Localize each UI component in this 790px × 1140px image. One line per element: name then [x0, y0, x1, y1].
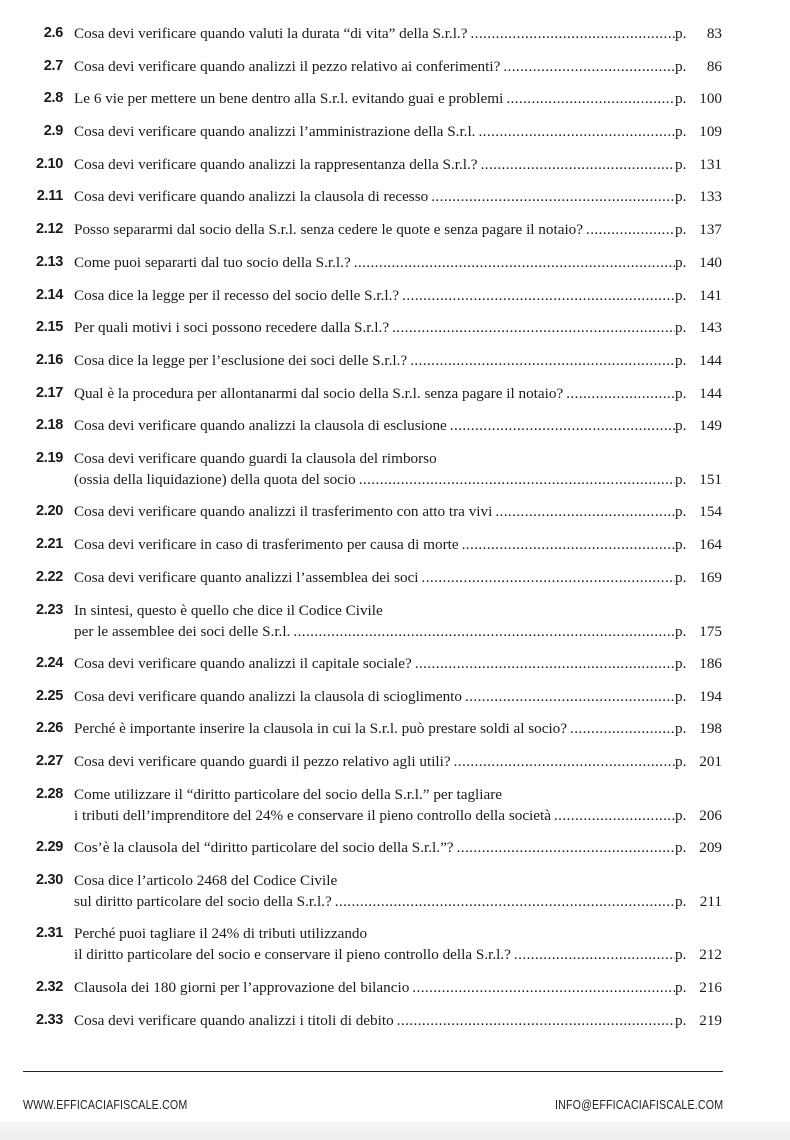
- toc-leader-dots: [462, 534, 675, 555]
- toc-entry-number: 2.16: [35, 351, 63, 368]
- toc-entry-line: [74, 219, 722, 240]
- toc-leader-dots: [586, 219, 675, 240]
- toc-entry-line: [74, 383, 722, 404]
- toc-page-number: 169: [699, 568, 722, 586]
- toc-page-prefix: p.: [675, 90, 687, 108]
- toc-page-prefix: p.: [675, 57, 687, 75]
- toc-entry: [0, 383, 790, 404]
- toc-page-prefix: p.: [675, 384, 687, 402]
- toc-entry: [0, 56, 790, 77]
- toc-entry: [0, 718, 790, 739]
- toc-entry-line: [74, 56, 722, 77]
- toc-leader-dots: [454, 751, 675, 772]
- toc-page-prefix: p.: [675, 622, 687, 640]
- toc-entry-title: Cosa devi verificare in caso di trasferimento per causa di morte: [74, 536, 459, 554]
- toc-entry-number: 2.31: [35, 925, 63, 942]
- toc-page-number: 133: [699, 188, 722, 206]
- footer-email: INFO@EFFICACIAFISCALE.COM: [554, 1097, 723, 1112]
- toc-entry: [0, 154, 790, 175]
- toc-entry-number: 2.27: [35, 753, 63, 770]
- toc-entry-title: Perché puoi tagliare il 24% di tributi utilizzando: [74, 925, 368, 943]
- toc-page-number: 219: [699, 1011, 722, 1029]
- toc-leader-dots: [470, 23, 675, 44]
- toc-entry-number: 2.14: [35, 286, 63, 303]
- toc-page-number: 186: [699, 655, 722, 672]
- toc-page-number: 164: [699, 536, 722, 554]
- toc-leader-dots: [359, 469, 675, 490]
- toc-entry: [0, 923, 790, 965]
- toc-page-number: 100: [699, 90, 722, 108]
- toc-entry-title: Cosa devi verificare quando analizzi il trasferimento con atto tra vivi: [74, 503, 493, 521]
- toc-page-prefix: p.: [675, 155, 687, 173]
- toc-page-number: 154: [699, 503, 722, 521]
- toc-leader-dots: [495, 501, 675, 522]
- toc-entry-title: Cosa devi verificare quando analizzi il pezzo relativo ai conferimenti?: [74, 57, 501, 75]
- toc-page-number: 198: [699, 720, 722, 738]
- toc-leader-dots: [450, 415, 675, 436]
- toc-entry-title: Come utilizzare il “diritto particolare del socio della S.r.l.” per tagliare: [74, 785, 503, 803]
- toc-entry-number: 2.33: [35, 1011, 63, 1028]
- toc-entry-line: [74, 784, 722, 805]
- toc-page-number: 211: [699, 892, 722, 910]
- page-bottom-shade: [0, 1122, 790, 1140]
- toc-entry-title: i tributi dell’imprenditore del 24% e conservare il pieno controllo della società: [74, 806, 551, 824]
- toc-entry: [0, 1010, 790, 1031]
- toc-entry: [0, 415, 790, 436]
- toc-entry-line: [74, 415, 722, 436]
- toc-page-prefix: p.: [675, 892, 687, 910]
- toc-entry-number: 2.7: [43, 57, 63, 74]
- toc-page-number: 175: [699, 622, 722, 640]
- toc-page-number: 201: [699, 753, 722, 771]
- toc-entry: [0, 23, 790, 44]
- toc-entry-number: 2.15: [35, 319, 63, 336]
- toc-leader-dots: [566, 383, 675, 404]
- toc-leader-dots: [335, 891, 675, 912]
- toc-entry: [0, 534, 790, 555]
- toc-entry-line: [74, 252, 722, 273]
- toc-page-number: 143: [699, 319, 722, 337]
- toc-entry-title: il diritto particolare del socio e conservare il pieno controllo della S.r.l.?: [74, 946, 511, 964]
- toc-page-number: 131: [699, 155, 722, 173]
- toc-entry-title: Cosa devi verificare quando analizzi la clausola di esclusione: [74, 417, 447, 435]
- toc-leader-dots: [431, 186, 675, 207]
- toc-entry-line: [74, 870, 722, 891]
- toc-entry-line: [74, 88, 722, 109]
- toc-page-number: 86: [706, 57, 722, 75]
- toc-entry: [0, 121, 790, 142]
- toc-leader-dots: [412, 977, 675, 998]
- toc-page-prefix: p.: [675, 1011, 687, 1029]
- toc-entry: [0, 219, 790, 240]
- toc-entry: [0, 186, 790, 207]
- toc-leader-dots: [410, 350, 675, 371]
- toc-entry-number: 2.23: [35, 601, 63, 618]
- toc-page-prefix: p.: [675, 978, 687, 996]
- toc-page-prefix: p.: [675, 319, 687, 337]
- toc-entry-number: 2.9: [43, 123, 63, 140]
- toc-leader-dots: [481, 154, 675, 175]
- toc-entry-title: Cosa devi verificare quanto analizzi l’assemblea dei soci: [74, 568, 419, 586]
- toc-entry: [0, 686, 790, 707]
- toc-leader-dots: [554, 805, 675, 826]
- toc-entry: [0, 653, 790, 674]
- toc-entry-number: 2.26: [35, 720, 63, 737]
- toc-entry-line: [74, 837, 722, 858]
- toc-entry-line: [74, 448, 722, 469]
- toc-entry: [0, 501, 790, 522]
- toc-page-prefix: p.: [675, 351, 687, 369]
- toc-page-number: 216: [699, 978, 722, 996]
- table-of-contents: [0, 23, 790, 1042]
- toc-page-number: 194: [699, 687, 722, 705]
- toc-entry-line: [74, 891, 722, 912]
- toc-leader-dots: [514, 944, 675, 965]
- toc-page-prefix: p.: [675, 720, 687, 738]
- toc-entry-number: 2.21: [35, 536, 63, 553]
- toc-page-prefix: p.: [675, 839, 687, 857]
- toc-page-prefix: p.: [675, 417, 687, 435]
- toc-entry-line: [74, 977, 722, 998]
- toc-entry-number: 2.19: [35, 449, 63, 466]
- toc-entry-line: [74, 285, 722, 306]
- toc-page-prefix: p.: [675, 687, 687, 705]
- toc-page-number: 137: [699, 221, 722, 239]
- toc-entry: [0, 252, 790, 273]
- toc-entry-line: [74, 686, 722, 707]
- toc-page-number: 144: [699, 351, 722, 369]
- toc-entry-line: [74, 350, 722, 371]
- toc-leader-dots: [293, 621, 675, 642]
- toc-page-prefix: p.: [675, 221, 687, 239]
- toc-entry-line: [74, 317, 722, 338]
- toc-page-prefix: p.: [675, 253, 687, 271]
- toc-entry-number: 2.12: [35, 221, 63, 238]
- toc-page-prefix: p.: [675, 655, 687, 672]
- footer-website: WWW.EFFICACIAFISCALE.COM: [23, 1097, 188, 1112]
- toc-page-prefix: p.: [675, 286, 687, 304]
- toc-entry-number: 2.29: [35, 839, 63, 856]
- toc-entry-title: Cosa devi verificare quando analizzi i titoli di debito: [74, 1011, 394, 1029]
- toc-leader-dots: [465, 686, 675, 707]
- toc-entry-title: Cosa devi verificare quando analizzi la clausola di scioglimento: [74, 687, 462, 705]
- toc-leader-dots: [506, 88, 675, 109]
- toc-page-number: 206: [699, 806, 722, 824]
- toc-entry: [0, 870, 790, 912]
- toc-entry: [0, 317, 790, 338]
- toc-page-prefix: p.: [675, 470, 687, 488]
- toc-entry-number: 2.32: [35, 978, 63, 995]
- toc-entry-number: 2.11: [36, 188, 63, 205]
- toc-entry: [0, 88, 790, 109]
- toc-entry-title: Cosa dice l’articolo 2468 del Codice Civile: [74, 871, 338, 889]
- toc-entry: [0, 448, 790, 490]
- toc-entry-line: [74, 23, 722, 44]
- toc-entry: [0, 567, 790, 588]
- toc-entry-title: sul diritto particolare del socio della S.r.l.?: [74, 892, 332, 910]
- toc-page-number: 149: [699, 417, 722, 435]
- toc-entry-title: Cosa dice la legge per l’esclusione dei soci delle S.r.l.?: [74, 351, 408, 369]
- toc-page-prefix: p.: [675, 946, 687, 964]
- toc-entry-number: 2.17: [35, 384, 63, 401]
- toc-entry-number: 2.30: [35, 871, 63, 888]
- toc-leader-dots: [397, 1010, 675, 1031]
- toc-entry-line: [74, 923, 722, 944]
- toc-entry-title: Cosa devi verificare quando valuti la durata “di vita” della S.r.l.?: [74, 25, 468, 42]
- toc-page-prefix: p.: [675, 503, 687, 521]
- toc-page-number: 144: [699, 384, 722, 402]
- toc-entry-line: [74, 751, 722, 772]
- toc-entry-line: [74, 718, 722, 739]
- toc-entry-line: [74, 186, 722, 207]
- toc-entry-line: [74, 621, 722, 642]
- toc-page-prefix: p.: [675, 25, 687, 42]
- toc-entry-title: per le assemblee dei soci delle S.r.l.: [74, 622, 291, 640]
- toc-entry: [0, 977, 790, 998]
- toc-page-number: 151: [699, 470, 722, 488]
- toc-leader-dots: [422, 567, 675, 588]
- toc-entry-line: [74, 501, 722, 522]
- toc-page-prefix: p.: [675, 806, 687, 824]
- toc-leader-dots: [392, 317, 675, 338]
- toc-entry-title: Cosa devi verificare quando guardi la clausola del rimborso: [74, 449, 437, 467]
- toc-entry-title: Perché è importante inserire la clausola in cui la S.r.l. può prestare soldi al socio?: [74, 720, 568, 738]
- toc-page-prefix: p.: [675, 188, 687, 206]
- toc-entry-line: [74, 469, 722, 490]
- toc-entry-line: [74, 534, 722, 555]
- toc-page-prefix: p.: [675, 536, 687, 554]
- toc-entry: [0, 751, 790, 772]
- toc-entry-title: Cosa devi verificare quando analizzi la clausola di recesso: [74, 188, 429, 206]
- toc-leader-dots: [402, 285, 675, 306]
- toc-entry-title: Per quali motivi i soci possono recedere dalla S.r.l.?: [74, 319, 390, 337]
- toc-entry-title: In sintesi, questo è quello che dice il Codice Civile: [74, 601, 383, 619]
- toc-entry-number: 2.24: [35, 655, 63, 671]
- toc-entry: [0, 784, 790, 826]
- toc-page-number: 83: [706, 25, 722, 42]
- toc-page-number: 212: [699, 946, 722, 964]
- toc-entry: [0, 600, 790, 642]
- toc-entry-number: 2.8: [43, 90, 63, 107]
- toc-page-number: 209: [699, 839, 722, 857]
- toc-entry-number: 2.22: [35, 568, 63, 585]
- toc-leader-dots: [457, 837, 675, 858]
- toc-entry-number: 2.10: [35, 155, 63, 172]
- toc-page-number: 141: [699, 286, 722, 304]
- toc-entry-title: Cosa devi verificare quando analizzi l’amministrazione della S.r.l.: [74, 123, 476, 141]
- toc-entry-title: Cosa devi verificare quando analizzi la rappresentanza della S.r.l.?: [74, 155, 478, 173]
- toc-leader-dots: [503, 56, 675, 77]
- toc-leader-dots: [415, 653, 675, 674]
- toc-entry-number: 2.20: [35, 503, 63, 520]
- toc-entry-number: 2.25: [35, 687, 63, 704]
- toc-entry-line: [74, 1010, 722, 1031]
- toc-page-prefix: p.: [675, 753, 687, 771]
- toc-entry: [0, 350, 790, 371]
- toc-page-prefix: p.: [675, 568, 687, 586]
- toc-page-number: 140: [699, 253, 722, 271]
- toc-leader-dots: [478, 121, 675, 142]
- toc-entry-line: [74, 805, 722, 826]
- toc-entry: [0, 285, 790, 306]
- toc-entry-line: [74, 600, 722, 621]
- toc-leader-dots: [570, 718, 675, 739]
- toc-entry-title: Cos’è la clausola del “diritto particolare del socio della S.r.l.”?: [74, 839, 454, 857]
- toc-entry-number: 2.28: [35, 785, 63, 802]
- toc-entry-number: 2.6: [43, 25, 63, 41]
- toc-entry-line: [74, 567, 722, 588]
- toc-entry-line: [74, 154, 722, 175]
- toc-entry-title: Posso separarmi dal socio della S.r.l. senza cedere le quote e senza pagare il notaio?: [74, 221, 584, 239]
- toc-entry: [0, 837, 790, 858]
- footer-divider: [23, 1071, 723, 1072]
- toc-entry-title: Qual è la procedura per allontanarmi dal socio della S.r.l. senza pagare il notaio?: [74, 384, 564, 402]
- toc-entry-line: [74, 121, 722, 142]
- toc-entry-title: Come puoi separarti dal tuo socio della S.r.l.?: [74, 253, 351, 271]
- toc-page-prefix: p.: [675, 123, 687, 141]
- toc-entry-number: 2.18: [35, 417, 63, 434]
- toc-entry-line: [74, 653, 722, 674]
- toc-entry-line: [74, 944, 722, 965]
- toc-entry-title: Clausola dei 180 giorni per l’approvazione del bilancio: [74, 978, 410, 996]
- toc-entry-number: 2.13: [35, 253, 63, 270]
- toc-leader-dots: [354, 252, 675, 273]
- toc-page-number: 109: [699, 123, 722, 141]
- toc-entry-title: Cosa devi verificare quando guardi il pezzo relativo agli utili?: [74, 753, 451, 771]
- toc-entry-title: Cosa devi verificare quando analizzi il capitale sociale?: [74, 655, 412, 672]
- toc-entry-title: Cosa dice la legge per il recesso del socio delle S.r.l.?: [74, 286, 400, 304]
- toc-entry-title: Le 6 vie per mettere un bene dentro alla S.r.l. evitando guai e problemi: [74, 90, 504, 108]
- toc-entry-title: (ossia della liquidazione) della quota del socio: [74, 470, 356, 488]
